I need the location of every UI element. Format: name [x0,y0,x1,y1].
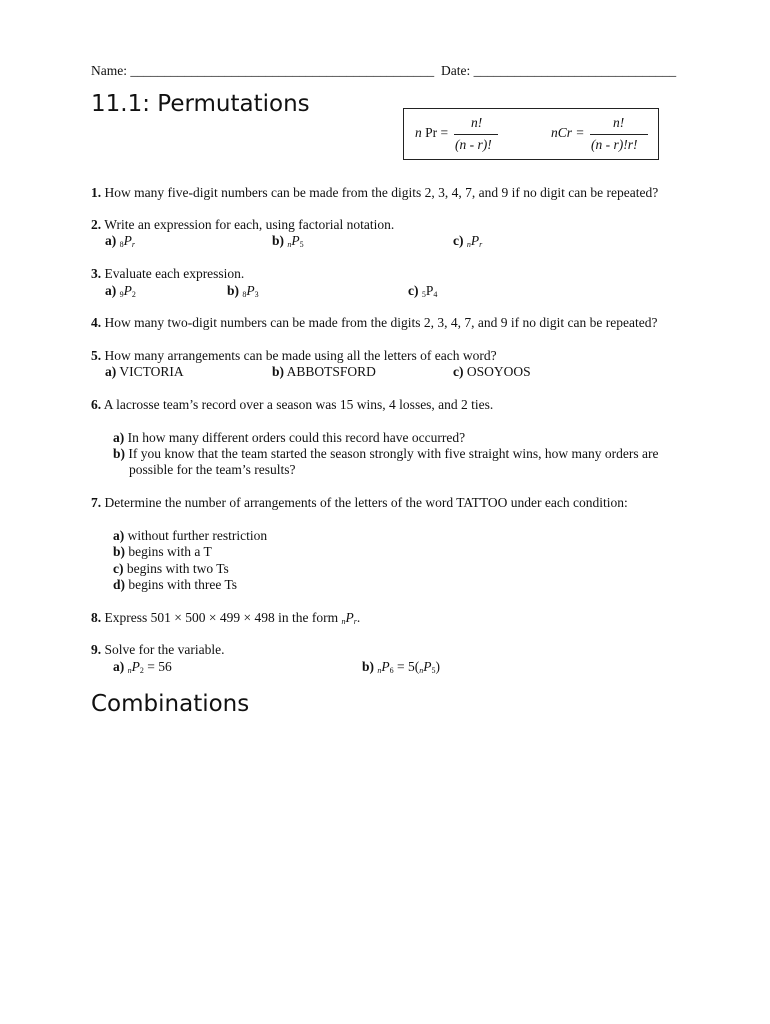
question-3b: b) $8P_3$ [227,283,259,299]
question-9b: b) $nP_6 = 5(nP_5)$ [362,659,440,675]
question-7a: a) without further restriction [113,528,268,543]
formula-box [403,108,659,160]
question-5a: a) VICTORIA [105,364,184,379]
ncr-fraction-bar [590,134,648,135]
question-2c: c) $nP_r$ [453,233,483,249]
question-2: 2. Write an expression for each, using factorial notation. [91,217,395,232]
question-2b: b) $nP_5$ [272,233,304,249]
question-6b: b) If you know that the team started the season strongly with five straight wins, how many orders are [113,446,659,461]
question-9: 9. Solve for the variable. [91,642,225,657]
npr-formula-lhs: n Pr = [415,125,449,140]
ncr-formula-lhs: nCr = [551,125,585,140]
question-6: 6. A lacrosse team’s record over a season was 15 wins, 4 losses, and 2 ties. [91,397,494,412]
question-9a: a) $nP_2 = 56$ [113,659,172,675]
question-4: 4. How many two-digit numbers can be made from the digits 2, 3, 4, 7, and 9 if no digit can be repeated? [91,315,658,330]
npr-numerator: n! [471,115,483,130]
question-2a: a) $8P_r$ [105,233,135,249]
section-title-combinations: Combinations [91,691,250,717]
question-6a: a) In how many different orders could this record have occurred? [113,430,466,445]
ncr-numerator: n! [613,115,625,130]
question-7c: c) begins with two Ts [113,561,229,576]
question-number: 1. [91,185,102,200]
question-5c: c) OSOYOOS [453,364,531,379]
question-3a: a) $9P_2$ [105,283,136,299]
section-title-permutations: 11.1: Permutations [91,91,310,117]
question-3: 3. Evaluate each expression. [91,266,245,281]
question-8: 8. Express 501 × 500 × 499 × 498 in the form $nP_r$. [91,610,361,626]
question-1: 1. How many five-digit numbers can be made from the digits 2, 3, 4, 7, and 9 if no digit can be repeated? [91,185,659,200]
name-field-label: Name: _____________________________________________ [91,63,435,78]
question-3c: c) $5P_4$ [408,283,438,299]
date-field-label: Date: ______________________________ [441,63,677,78]
ncr-denominator: (n - r)!r! [591,137,638,152]
question-7: 7. Determine the number of arrangements of the letters of the word TATTOO under each condition: [91,495,628,510]
question-6b-continued: possible for the team’s results? [129,462,296,477]
npr-fraction-bar [454,134,498,135]
question-7b: b) begins with a T [113,544,212,559]
question-7d: d) begins with three Ts [113,577,238,592]
question-5: 5. How many arrangements can be made using all the letters of each word? [91,348,497,363]
npr-denominator: (n - r)! [455,137,492,152]
question-5b: b) ABBOTSFORD [272,364,376,379]
